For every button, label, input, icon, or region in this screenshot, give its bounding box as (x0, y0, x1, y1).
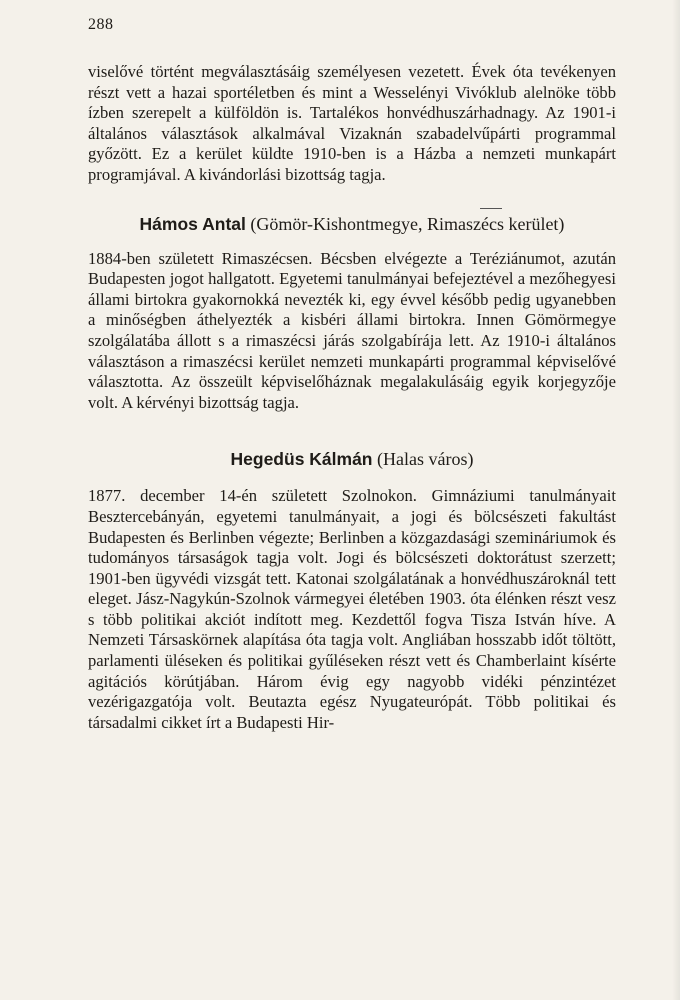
pencil-dash-mark (480, 208, 502, 209)
page-body (88, 62, 616, 733)
entry-district-hamos: (Gömör-Kishontmegye, Rimaszécs kerület) (250, 213, 565, 234)
intro-paragraph: viselővé történt megválasztásáig személyesen vezetett. Évek óta tevékenyen részt vett a hazai sportéletben és mint a Wesselényi Vivóklub alelnöke több ízben szerepelt a külföldön is. Tartalékos honvédhuszárhadnagy. Az 1901-i általános választások alkalmával Vizaknán szabadelvűpárti programmal győzött. Ez a kerület küldte 1910-ben is a Házba a nemzeti munkapárt programjával. A kivándorlási bizottság tagja. (88, 62, 616, 184)
entry-heading-hamos (88, 213, 616, 235)
hamos-biography: 1884-ben született Rimaszécsen. Bécsben elvégezte a Teréziánumot, azután Budapesten jogot hallgatott. Egyetemi tanulmányai befejeztével a mezőhegyesi állami birtokra gyakornokká nevezték ki, egy évvel később pedig ugyanebben a minőségben áthelyezték a kisbéri állami birtokra. Innen Gömörmegye szolgálatába állott s a rimaszécsi járás szolgabírája lett. Az 1910-i általános választáson a rimaszécsi kerület nemzeti munkapárti programmal képviselővé választotta. Az összeült képviselőháznak megalakulásáig egyik korjegyzője volt. A kérvényi bizottság tagja. (88, 248, 616, 412)
entry-name-hegedus: Hegedüs Kálmán (230, 449, 373, 470)
page-number: 288 (88, 16, 114, 33)
entry-name-hamos: Hámos Antal (139, 213, 246, 234)
hegedus-biography: 1877. december 14-én született Szolnokon. Gimnáziumi tanulmányait Besztercebányán, egyetemi tanulmányait, a jogi és bölcsészeti fakultást Budapesten és Berlinben végezte; Berlinben a közgazdasági szemináriumok és tudományos társaságok tagja volt. Jogi és bölcsészeti doktorátust szerzett; 1901-ben ügyvédi vizsgát tett. Katonai szolgálatának a honvédhuszároknál tett eleget. Jász-Nagykún-Szolnok vármegyei életében 1903. óta élénken részt vesz s több politikai akciót indított meg. Kezdettől fogva Tisza István híve. A Nemzeti Társaskörnek alapítása óta tagja volt. Angliában hosszabb időt töltött, parlamenti üléseken és politikai gyűléseken részt vett és Chamberlaint kísérte agitációs körútjában. Három évig egy nagyobb vidéki pénzintézet vezérigazgatója volt. Beutazta egész Nyugateurópát. Több politikai és társadalmi cikket írt a Budapesti Hir- (88, 486, 616, 732)
entry-district-hegedus: (Halas város) (377, 449, 474, 470)
page-edge-shadow (672, 0, 680, 1000)
entry-heading-hegedus (88, 448, 616, 470)
